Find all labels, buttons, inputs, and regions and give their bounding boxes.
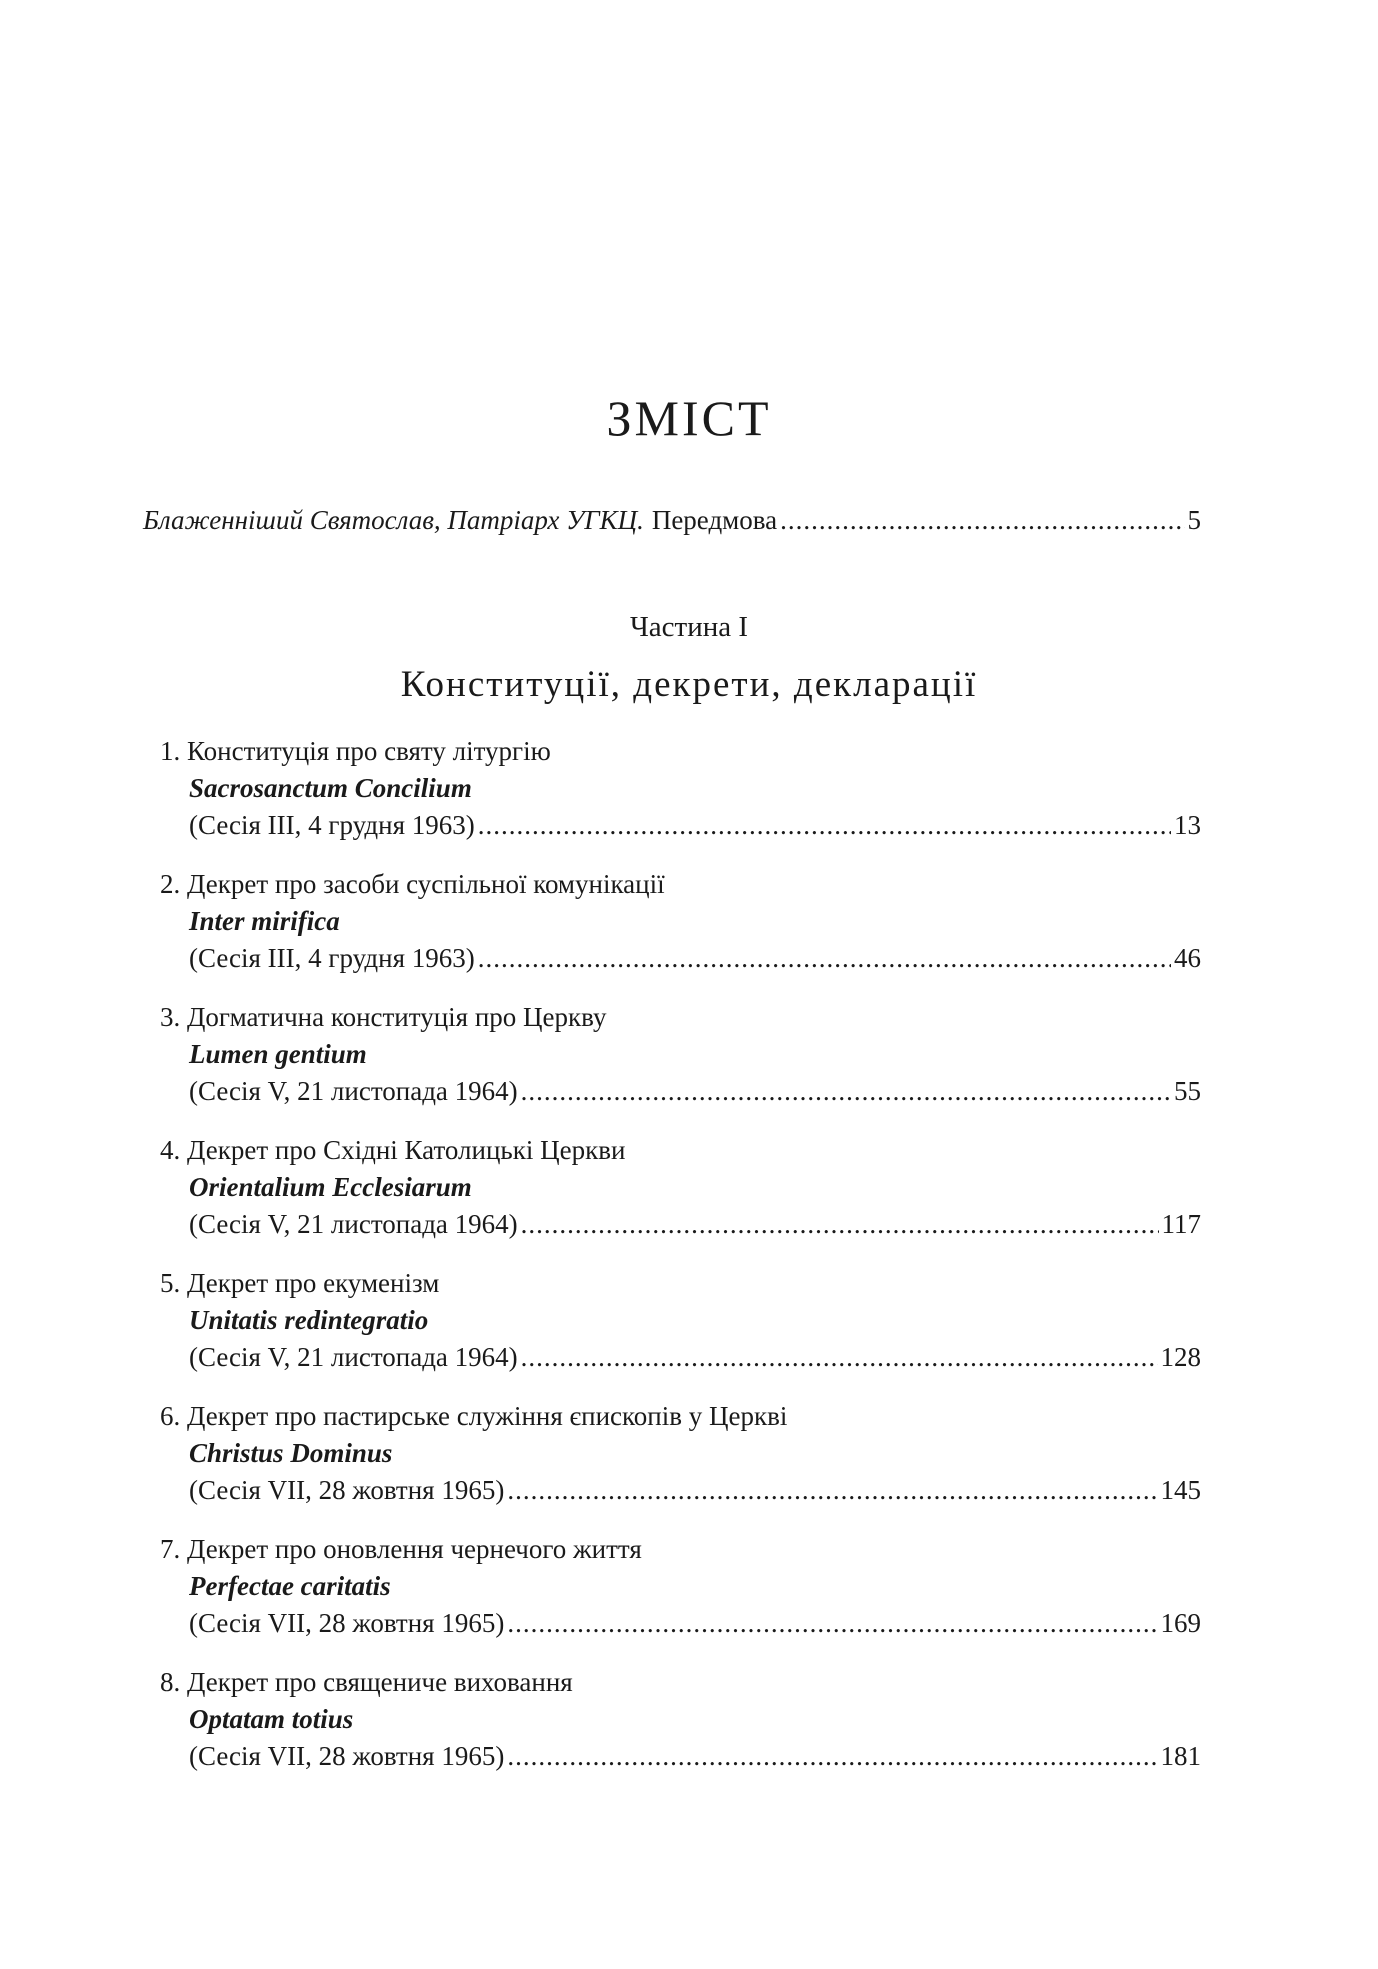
- entry-latin-title: Lumen gentium: [189, 1039, 367, 1069]
- toc-entry[interactable]: [160, 1664, 1201, 1797]
- entry-session: (Сесія III, 4 грудня 1963): [189, 810, 475, 840]
- entry-number: 1.: [160, 736, 181, 766]
- entry-heading: [160, 1398, 1201, 1435]
- toc-entry[interactable]: [160, 866, 1201, 999]
- dot-leader: [478, 807, 1171, 844]
- entry-session: (Сесія III, 4 грудня 1963): [189, 943, 475, 973]
- toc-entry[interactable]: [160, 1398, 1201, 1531]
- entry-latin-title: Optatam totius: [189, 1704, 354, 1734]
- entry-page-number: 55: [1174, 1076, 1201, 1106]
- entry-number: 5.: [160, 1268, 181, 1298]
- entry-session-line: [160, 1339, 1201, 1376]
- entry-latin-title: Orientalium Ecclesiarum: [189, 1172, 472, 1202]
- entry-session: (Сесія VII, 28 жовтня 1965): [189, 1741, 505, 1771]
- entry-session: (Сесія VII, 28 жовтня 1965): [189, 1608, 505, 1638]
- entry-latin-title: Perfectae caritatis: [189, 1571, 391, 1601]
- foreword-author: Блаженніший Святослав, Патріарх УГКЦ.: [143, 505, 644, 535]
- entry-number: 6.: [160, 1401, 181, 1431]
- part-title: Конституції, декрети, декларації: [400, 664, 978, 705]
- entry-title: Декрет про екуменізм: [187, 1268, 440, 1298]
- dot-leader: [521, 1206, 1159, 1243]
- entry-page-number: 13: [1174, 810, 1201, 840]
- entry-title: Декрет про Східні Католицькі Церкви: [187, 1135, 626, 1165]
- dot-leader: [507, 1738, 1157, 1775]
- entry-session-line: [160, 1605, 1201, 1642]
- entry-number: 2.: [160, 869, 181, 899]
- entry-heading: [160, 733, 1201, 770]
- entry-number: 7.: [160, 1534, 181, 1564]
- toc-list: [160, 733, 1201, 1797]
- toc-entry[interactable]: [160, 733, 1201, 866]
- toc-entry[interactable]: [160, 1531, 1201, 1664]
- dot-leader: [507, 1605, 1157, 1642]
- entry-heading: [160, 1265, 1201, 1302]
- entry-title: Декрет про оновлення чернечого життя: [187, 1534, 642, 1564]
- entry-page-number: 46: [1174, 943, 1201, 973]
- entry-number: 3.: [160, 1002, 181, 1032]
- toc-entry[interactable]: [160, 1132, 1201, 1265]
- entry-heading: [160, 866, 1201, 903]
- entry-number: 8.: [160, 1667, 181, 1697]
- entry-latin-title: Unitatis redintegratio: [189, 1305, 429, 1335]
- part-label: Частина I: [629, 611, 749, 643]
- entry-session: (Сесія VII, 28 жовтня 1965): [189, 1475, 505, 1505]
- entry-heading: [160, 999, 1201, 1036]
- dot-leader: [478, 940, 1171, 977]
- entry-session-line: [160, 1206, 1201, 1243]
- dot-leader: [521, 1339, 1158, 1376]
- entry-latin-title: Christus Dominus: [189, 1438, 393, 1468]
- entry-latin-title: Sacrosanctum Concilium: [189, 773, 472, 803]
- entry-latin-title: Inter mirifica: [189, 906, 340, 936]
- entry-page-number: 169: [1160, 1608, 1201, 1638]
- entry-title: Конституція про святу літургію: [187, 736, 551, 766]
- foreword-label: Передмова: [651, 505, 778, 535]
- entry-session-line: [160, 1738, 1201, 1775]
- entry-title: Догматична конституція про Церкву: [187, 1002, 607, 1032]
- entry-page-number: 117: [1161, 1209, 1201, 1239]
- entry-title: Декрет про священиче виховання: [187, 1667, 573, 1697]
- entry-heading: [160, 1531, 1201, 1568]
- entry-page-number: 181: [1160, 1741, 1201, 1771]
- toc-entry[interactable]: [160, 1265, 1201, 1398]
- entry-heading: [160, 1132, 1201, 1169]
- entry-title: Декрет про засоби суспільної комунікації: [187, 869, 665, 899]
- foreword-page-number: 5: [1187, 505, 1201, 535]
- entry-session: (Сесія V, 21 листопада 1964): [189, 1076, 518, 1106]
- entry-heading: [160, 1664, 1201, 1701]
- entry-session-line: [160, 807, 1201, 844]
- entry-page-number: 128: [1160, 1342, 1201, 1372]
- entry-session: (Сесія V, 21 листопада 1964): [189, 1342, 518, 1372]
- dot-leader: [521, 1073, 1171, 1110]
- page-title: ЗМІСТ: [606, 390, 772, 446]
- entry-session: (Сесія V, 21 листопада 1964): [189, 1209, 518, 1239]
- entry-page-number: 145: [1160, 1475, 1201, 1505]
- entry-session-line: [160, 1472, 1201, 1509]
- dot-leader: [780, 500, 1184, 540]
- toc-entry-foreword[interactable]: [143, 500, 1201, 540]
- entry-session-line: [160, 940, 1201, 977]
- dot-leader: [507, 1472, 1157, 1509]
- entry-session-line: [160, 1073, 1201, 1110]
- toc-entry[interactable]: [160, 999, 1201, 1132]
- entry-number: 4.: [160, 1135, 181, 1165]
- entry-title: Декрет про пастирське служіння єпископів у Церкві: [187, 1401, 788, 1431]
